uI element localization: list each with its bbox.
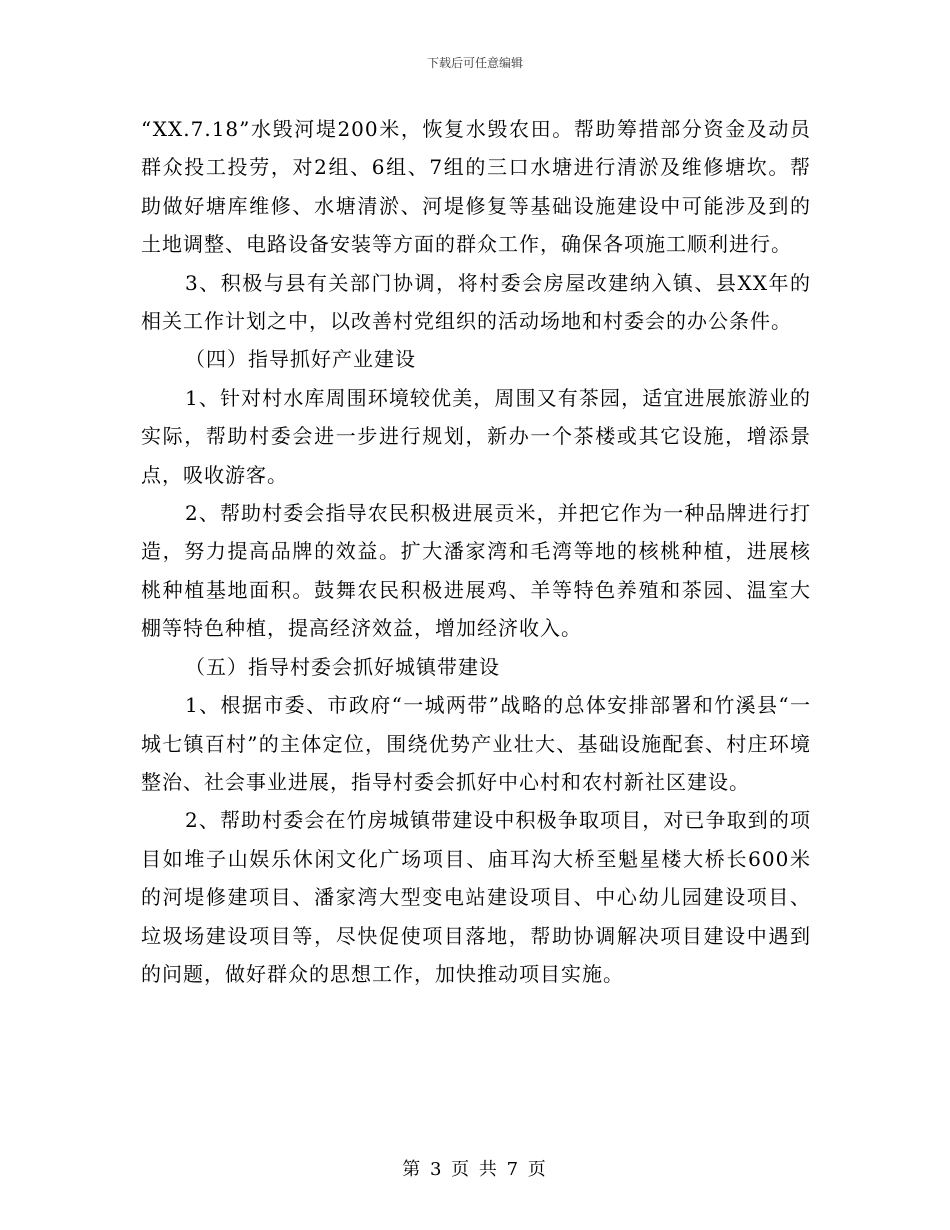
page-header-note: 下载后可任意编辑 [426, 56, 523, 70]
page-number: 第 3 页 共 7 页 [402, 1159, 548, 1180]
paragraph-town-1: 1、根据市委、市政府“一城两带”战略的总体安排部署和竹溪县“一城七镇百村”的主体定位，围绕优势产业壮大、基础设施配套、村庄环境整治、社会事业进展，指导村委会抓好中心村和农村新社区建设。 [141, 693, 811, 794]
paragraph-industry-2: 2、帮助村委会指导农民积极进展贡米，并把它作为一种品牌进行打造，努力提高品牌的效益。扩大潘家湾和毛湾等地的核桃种植，进展核桃种植基地面积。鼓舞农民积极进展鸡、羊等特色养殖和茶园、温室大棚等特色种植，提高经济效益，增加经济收入。 [141, 501, 811, 641]
document-body [141, 110, 811, 993]
paragraph-town-2: 2、帮助村委会在竹房城镇带建设中积极争取项目，对已争取到的项目如堆子山娱乐休闲文化广场项目、庙耳沟大桥至魁星楼大桥长600米的河堤修建项目、潘家湾大型变电站建设项目、中心幼儿园建设项目、垃圾场建设项目等，尽快促使项目落地，帮助协调解决项目建设中遇到的问题，做好群众的思想工作，加快推动项目实施。 [141, 808, 811, 986]
section-heading-5: （五）指导村委会抓好城镇带建设 [185, 654, 500, 679]
section-heading-4: （四）指导抓好产业建设 [185, 347, 416, 372]
paragraph-item-3: 3、积极与县有关部门协调，将村委会房屋改建纳入镇、县XX年的相关工作计划之中，以改善村党组织的活动场地和村委会的办公条件。 [141, 270, 811, 334]
paragraph-industry-1: 1、针对村水库周围环境较优美，周围又有茶园，适宜进展旅游业的实际，帮助村委会进一步进行规划，新办一个茶楼或其它设施，增添景点，吸收游客。 [141, 385, 811, 487]
paragraph-continued: “XX.7.18”水毁河堤200米，恢复水毁农田。帮助筹措部分资金及动员群众投工投劳，对2组、6组、7组的三口水塘进行清淤及维修塘坎。帮助做好塘库维修、水塘清淤、河堤修复等基础设施建设中可能涉及到的土地调整、电路设备安装等方面的群众工作，确保各项施工顺利进行。 [141, 117, 811, 257]
